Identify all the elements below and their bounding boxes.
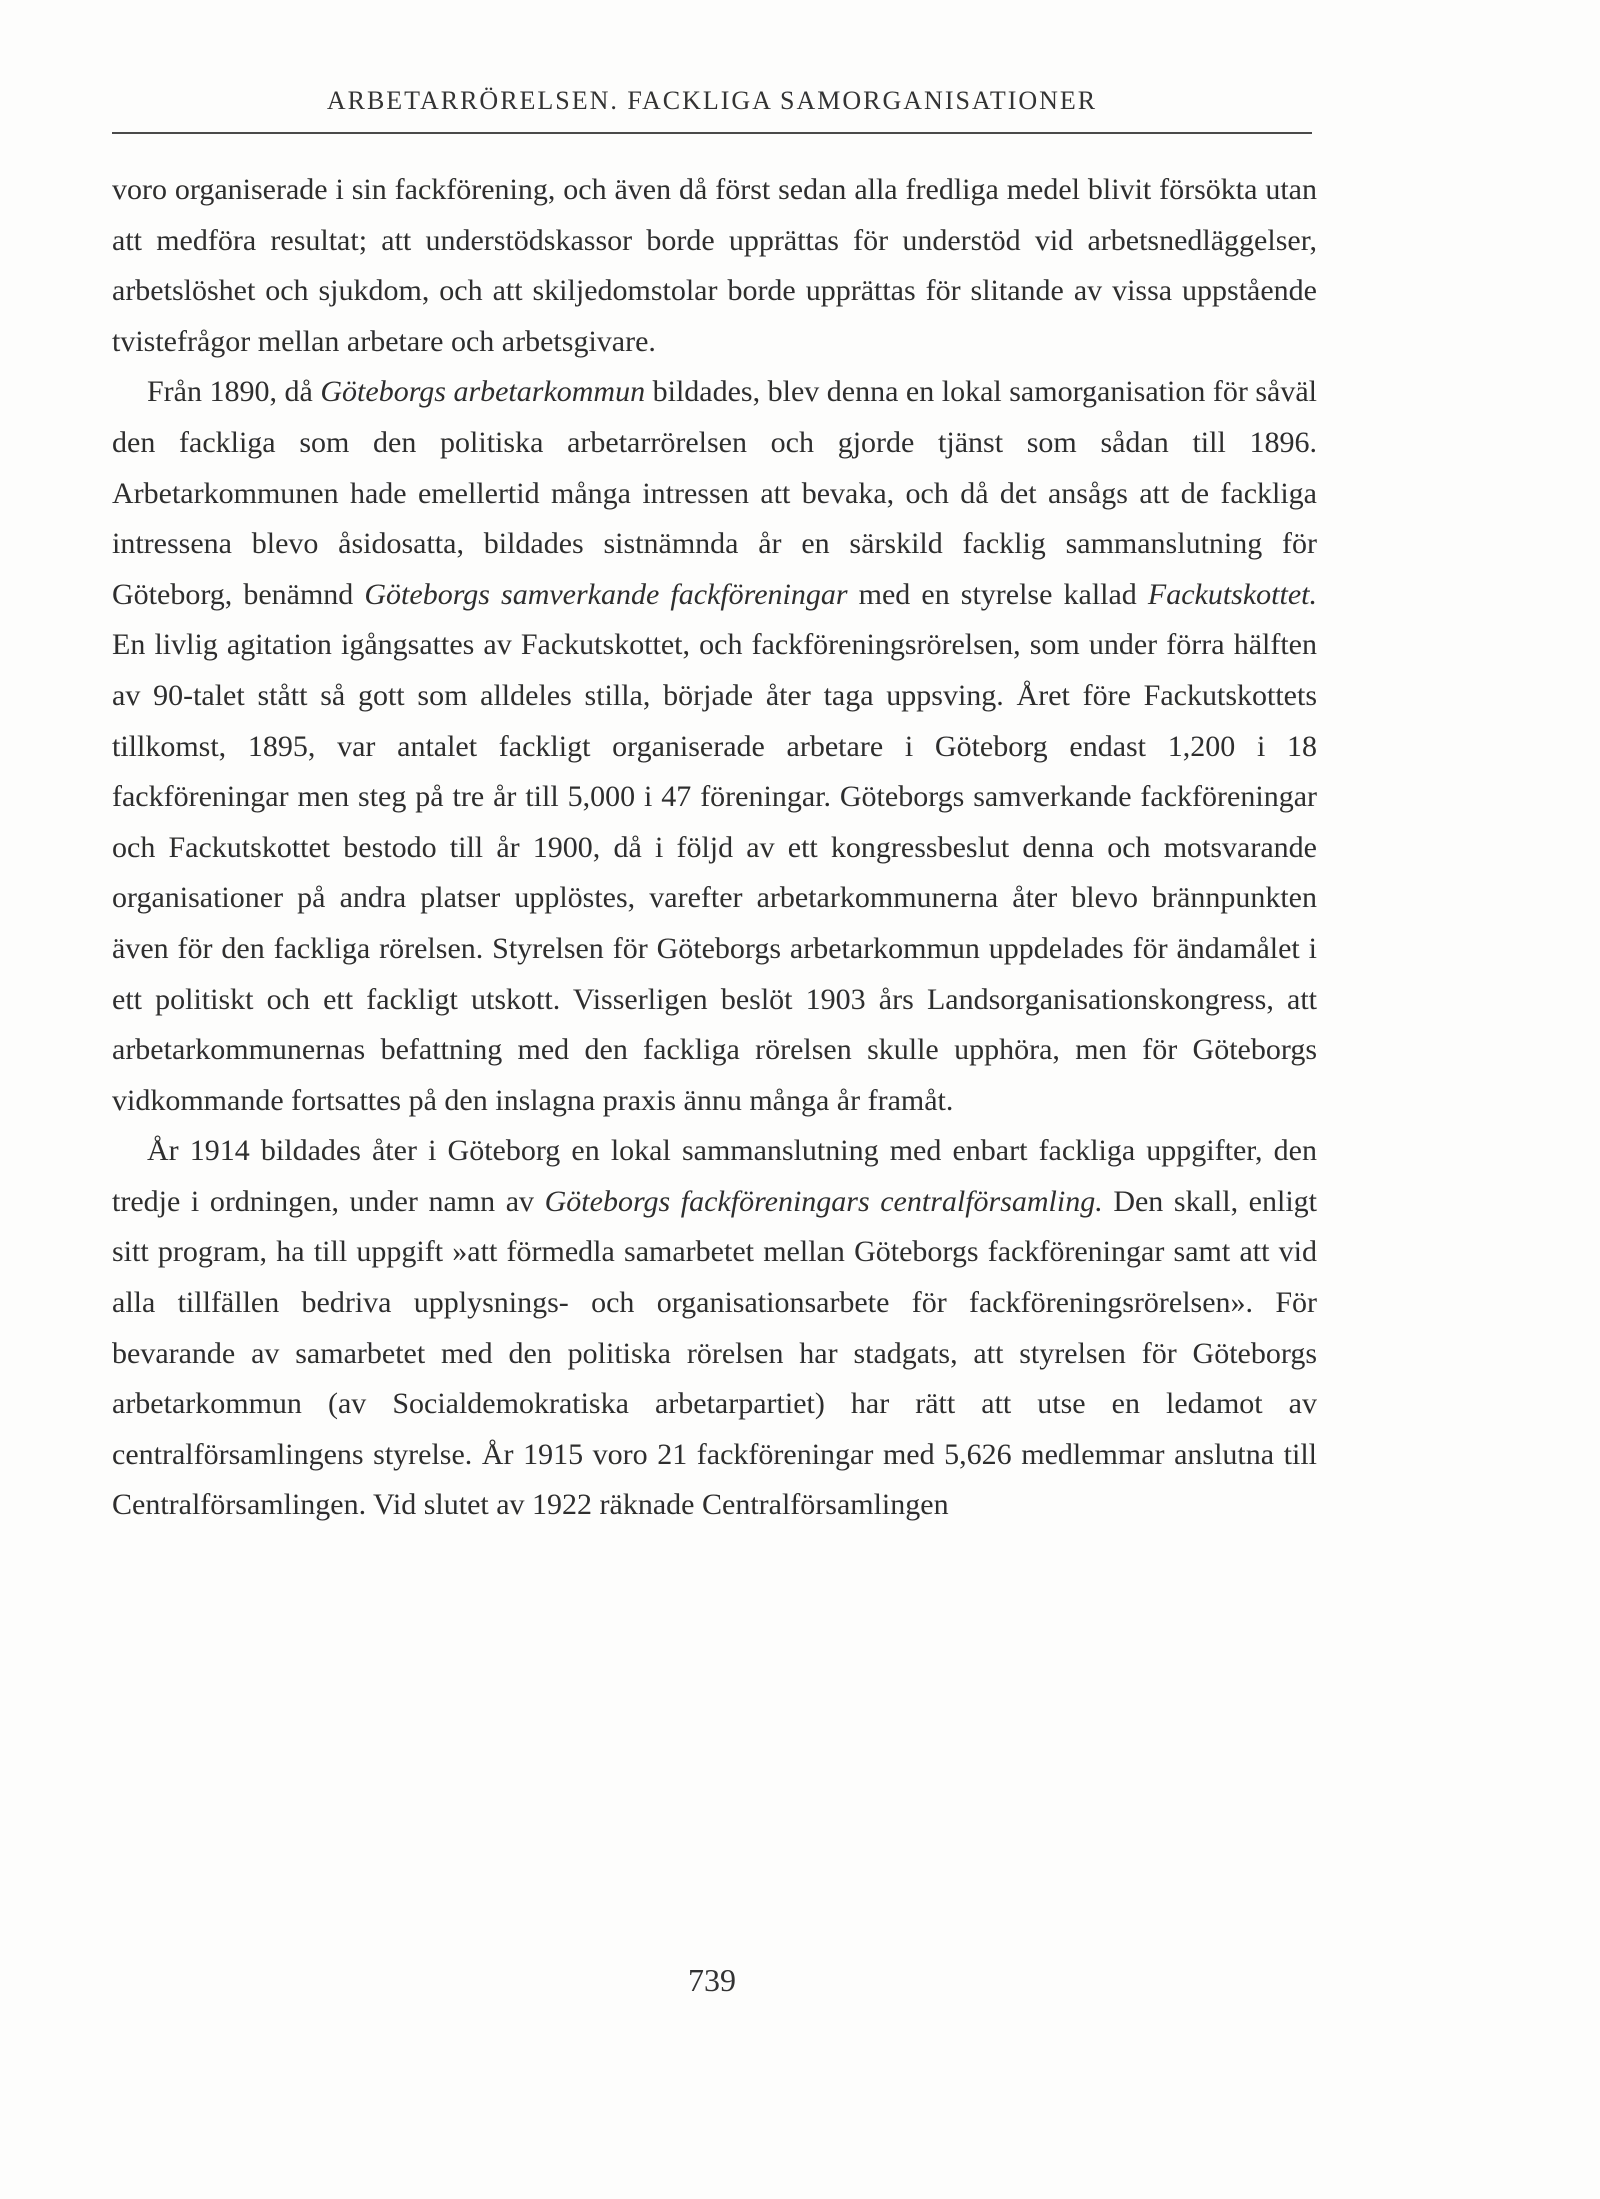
text-run: Från 1890, då — [147, 375, 321, 409]
running-head: ARBETARRÖRELSEN. FACKLIGA SAMORGANISATIONER — [326, 86, 1098, 115]
text-run: bildades, blev denna en lokal samorganisation för såväl den fackliga som den politiska arbetarrörelsen och gjorde tjänst som sådan till 1896. Arbetarkommunen hade emellertid många intressen att bevaka, och då det ansågs att de fackliga intressena blevo åsidosatta, bildades sistnämnda år en särskild facklig sammanslutning för Göteborg, benämnd — [112, 375, 1318, 611]
text-run: År 1914 bildades åter i Göteborg en lokal sammanslutning med enbart fackliga uppgifter, den tredje i ordningen, under namn av — [112, 1134, 1317, 1218]
text-run: Den skall, enligt sitt program, ha till uppgift »att förmedla samarbetet mellan Göteborgs fackföreningar samt att vid alla tillfällen bedriva upplysnings- och organisationsarbete för fackföreningsrörelsen». För bevarande av samarbetet med den politiska rörelsen har stadgats, att styrelsen för Göteborgs arbetarkommun (av Socialdemokratiska arbetarpartiet) har rätt att utse en ledamot av centralförsamlingens styrelse. År 1915 voro 21 fackföreningar med 5,626 medlemmar anslutna till Centralförsamlingen. Vid slutet av 1922 räknade Centralförsamlingen — [112, 1184, 1317, 1522]
header-rule — [112, 132, 1312, 134]
text-run: voro organiserade i sin fackförening, och även då först sedan alla fredliga medel blivit försökta utan att medföra resultat; att understödskassor borde upprättas för understöd vid arbetsnedläggelser, arbetslöshet och sjukdom, och att skiljedomstolar borde upprättas för slitande av vissa uppstående tvistefrågor mellan arbetare och arbetsgivare. — [112, 173, 1317, 358]
italic-title: Göteborgs arbetarkommun — [320, 375, 646, 409]
text-run: En livlig agitation igångsattes av Fackutskottet, och fackföreningsrörelsen, som under förra hälften av 90-talet stått så gott som alldeles stilla, började åter taga uppsving. Året före Fackutskottets tillkomst, 1895, var antalet fackligt organiserade arbetare i Göteborg endast 1,200 i 18 fackföreningar men steg på tre år till 5,000 i 47 föreningar. Göteborgs samverkande fackföreningar och Fackutskottet bestodo till år 1900, då i följd av ett kongressbeslut denna och motsvarande organisationer på andra platser upplöstes, varefter arbetarkommunerna åter blevo brännpunkten även för den fackliga rörelsen. Styrelsen för Göteborgs arbetarkommun uppdelades för ändamålet i ett politiskt och ett fackligt utskott. Visserligen beslöt 1903 års Landsorganisationskongress, att arbetarkommunernas befattning med den fackliga rörelsen skulle upphöra, men för Göteborgs vidkommande fortsattes på den inslagna praxis ännu många år framåt. — [112, 628, 1317, 1117]
italic-title: Göteborgs samverkande fackföreningar — [364, 577, 848, 611]
paragraph — [112, 1126, 1317, 1531]
italic-title: Göteborgs fackföreningars centralförsamling. — [544, 1184, 1103, 1218]
text-run: med en styrelse kallad — [847, 577, 1148, 611]
page-number: 739 — [688, 1962, 736, 1998]
body-text — [112, 165, 1317, 1531]
italic-title: Fackutskottet. — [1147, 577, 1317, 611]
paragraph — [112, 165, 1317, 367]
paragraph — [112, 367, 1317, 1126]
